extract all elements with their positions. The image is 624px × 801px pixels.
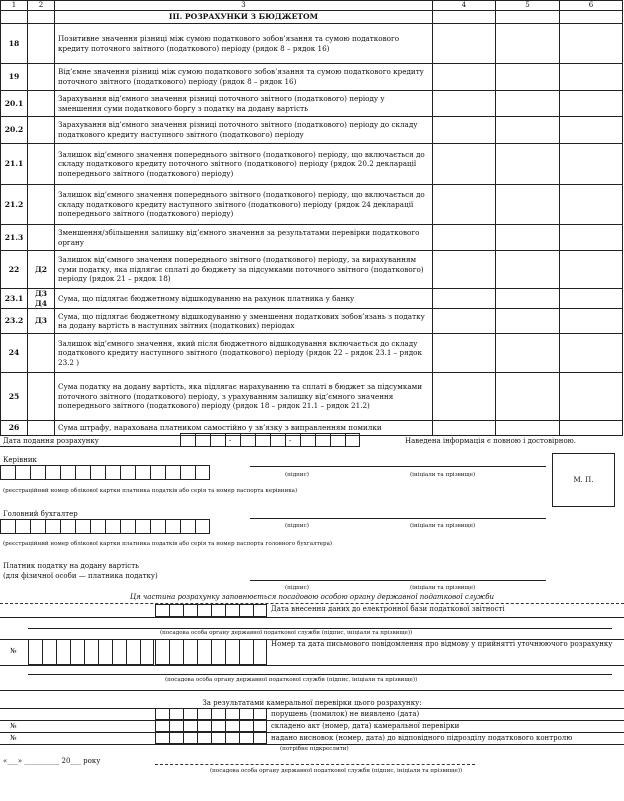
section-title-row (1, 11, 623, 24)
value-cell[interactable] (560, 144, 623, 185)
table-row (1, 24, 623, 64)
row-number: 21.1 (1, 144, 28, 185)
row-description: Сума штрафу, нарахована платником самостійно у зв’язку з виправленням помилки (55, 421, 433, 436)
row-code (28, 91, 55, 117)
footer-date-line: «___» __________ 20___ року (3, 757, 101, 765)
value-cell[interactable] (496, 64, 560, 91)
value-cell[interactable] (560, 251, 623, 289)
audit-item: надано висновок (номер, дата) до відповідного підрозділу податкового контролю (271, 734, 573, 742)
row-description: Сума, що підлягає бюджетному відшкодуванню на рахунок платника у банку (55, 289, 433, 309)
value-cell[interactable] (560, 373, 623, 421)
row-number: 20.1 (1, 91, 28, 117)
value-cell[interactable] (496, 251, 560, 289)
value-cell[interactable] (560, 24, 623, 64)
value-cell[interactable] (433, 334, 496, 373)
signature-hint: (підпис) (285, 472, 309, 478)
row-code (28, 24, 55, 64)
audit-date-cells-3[interactable] (155, 732, 267, 744)
row-description: Зарахування від’ємного значення різниці поточного звітного (податкового) періоду до складу податкового кредиту наступного звітного (податкового) періоду (55, 117, 433, 144)
row-code (28, 334, 55, 373)
table-row (1, 64, 623, 91)
row-description: Зменшення/збільшення залишку від’ємного значення за результатами перевірки податкового органу (55, 225, 433, 251)
row-number: 23.2 (1, 309, 28, 334)
value-cell[interactable] (496, 289, 560, 309)
value-cell[interactable] (433, 144, 496, 185)
row-number: 21.2 (1, 185, 28, 225)
col-header-4: 4 (433, 1, 496, 11)
row-description: Сума податку на додану вартість, яка підлягає нарахуванню та сплаті в бюджет за підсумками поточного звітного (податкового) періоду, з урахуванням залишку від’ємного значення попереднього звітного (податкового) періоду (рядок 18 – рядок 21.1 – рядок 21.2) (55, 373, 433, 421)
initials-hint: (ініціали та прізвище) (410, 523, 476, 529)
value-cell[interactable] (560, 117, 623, 144)
row-number: 19 (1, 64, 28, 91)
row-description: Залишок від’ємного значення попереднього звітного (податкового) періоду, за вирахуванням суми податку, яка підлягає сплаті до бюджету за підсумками поточного звітного (податкового) періоду (рядок 21 – рядок 18) (55, 251, 433, 289)
value-cell[interactable] (433, 64, 496, 91)
initials-hint: (ініціали та прізвище) (410, 585, 476, 591)
entry-date-cells[interactable] (155, 604, 267, 617)
official-hint-3: (посадова особа органу державної податкової служби (підпис, ініціали та прізвище)) (210, 768, 463, 774)
row-code (28, 144, 55, 185)
table-row (1, 185, 623, 225)
accountant-id-cells[interactable] (0, 519, 210, 534)
signature-hint: (підпис) (285, 585, 309, 591)
value-cell[interactable] (496, 24, 560, 64)
accountant-reg-hint: (реєстраційний номер облікової картки платника податків або серія та номер паспорта головного бухгалтера) (3, 541, 333, 547)
table-row (1, 289, 623, 309)
date-separator: - (229, 437, 232, 445)
refusal-number-cells[interactable] (28, 639, 154, 665)
value-cell[interactable] (496, 185, 560, 225)
number-label: № (10, 734, 17, 742)
value-cell[interactable] (433, 309, 496, 334)
row-number: 20.2 (1, 117, 28, 144)
date-separator: - (289, 437, 292, 445)
date-label: Дата подання розрахунку (3, 437, 99, 445)
row-description: Залишок від’ємного значення, який після бюджетного відшкодування включається до складу податкового кредиту наступного звітного (податкового) періоду (рядок 22 – рядок 23.1 – рядок 23.2 ) (55, 334, 433, 373)
official-hint: (посадова особа органу державної податкової служби (підпис, ініціали та прізвище)) (160, 630, 413, 636)
value-cell[interactable] (496, 117, 560, 144)
row-code (28, 225, 55, 251)
row-description: Позитивне значення різниці між сумою податкового зобов’язання та сумою податкового кредиту поточного звітного (податкового) періоду (рядок 8 – рядок 16) (55, 24, 433, 64)
row-code (28, 185, 55, 225)
section-title: III. РОЗРАХУНКИ З БЮДЖЕТОМ (55, 11, 433, 24)
table-row (1, 144, 623, 185)
table-row (1, 91, 623, 117)
row-code (28, 421, 55, 436)
value-cell[interactable] (433, 373, 496, 421)
audit-item: складено акт (номер, дата) камеральної перевірки (271, 722, 460, 730)
row-number: 25 (1, 373, 28, 421)
row-code (28, 373, 55, 421)
accountant-label: Головний бухгалтер (3, 510, 78, 518)
value-cell[interactable] (433, 251, 496, 289)
value-cell[interactable] (433, 185, 496, 225)
value-cell[interactable] (496, 91, 560, 117)
value-cell[interactable] (433, 117, 496, 144)
value-cell[interactable] (496, 421, 560, 436)
column-header-row (1, 1, 623, 11)
table-row (1, 334, 623, 373)
row-description: Від’ємне значення різниці між сумою податкового зобов’язання та сумою податкового кредиту поточного звітного (податкового) періоду (рядок 8 – рядок 16) (55, 64, 433, 91)
value-cell[interactable] (560, 421, 623, 436)
value-cell[interactable] (496, 309, 560, 334)
value-cell[interactable] (560, 225, 623, 251)
row-description: Зарахування від’ємного значення різниці поточного звітного (податкового) періоду у зменшення суми податкового боргу з податку на додану вартість (55, 91, 433, 117)
table-row (1, 309, 623, 334)
col-header-5: 5 (496, 1, 560, 11)
table-row (1, 225, 623, 251)
stamp-label: М. П. (573, 476, 594, 484)
row-code (28, 64, 55, 91)
initials-hint: (ініціали та прізвище) (410, 472, 476, 478)
signature-hint: (підпис) (285, 523, 309, 529)
col-header-1: 1 (1, 1, 28, 11)
director-label: Керівник (3, 456, 37, 464)
stamp-box (552, 453, 615, 507)
audit-date-cells-1[interactable] (155, 708, 267, 720)
row-number: 21.3 (1, 225, 28, 251)
value-cell[interactable] (560, 309, 623, 334)
director-id-cells[interactable] (0, 465, 210, 480)
value-cell[interactable] (560, 334, 623, 373)
audit-item: порушень (помилок) не виявлено (дата) (271, 710, 420, 718)
value-cell[interactable] (560, 64, 623, 91)
number-label: № (10, 647, 17, 655)
date-input-cells[interactable] (180, 433, 360, 447)
value-cell[interactable] (433, 91, 496, 117)
value-cell[interactable] (560, 91, 623, 117)
row-code: Д3 (28, 309, 55, 334)
payer-sublabel: (для фізичної особи — платника податку) (3, 572, 158, 580)
official-section-title: Ця частина розрахунку заповнюється посадовою особою органу державної податкової служби (129, 593, 495, 601)
value-cell[interactable] (496, 144, 560, 185)
table-row (1, 251, 623, 289)
table-row (1, 373, 623, 421)
col-header-3: 3 (55, 1, 433, 11)
payer-label: Платник податку на додану вартість (3, 562, 139, 570)
confirmation-text: Наведена інформація є повною і достовірною. (405, 437, 576, 445)
row-code: Д3 Д4 (28, 289, 55, 309)
value-cell[interactable] (496, 334, 560, 373)
table-row (1, 117, 623, 144)
director-reg-hint: (реєстраційний номер облікової картки платника податків або серія та номер паспорта керівника) (3, 488, 298, 494)
official-hint-2: (посадова особа органу державної податкової служби (підпис, ініціали та прізвище)) (165, 677, 418, 683)
audit-date-cells-2[interactable] (155, 720, 267, 732)
row-number: 26 (1, 421, 28, 436)
row-number: 22 (1, 251, 28, 289)
refusal-date-cells[interactable] (155, 639, 267, 665)
row-number: 24 (1, 334, 28, 373)
audit-title: За результатами камеральної перевірки цього розрахунку: (202, 699, 422, 707)
value-cell[interactable] (433, 421, 496, 436)
value-cell[interactable] (496, 225, 560, 251)
row-description: Залишок від’ємного значення попереднього звітного (податкового) періоду, що включається до складу податкового кредиту наступного звітного (податкового) періоду (рядок 24 декларації попереднього звітного (податкового) періоду) (55, 185, 433, 225)
number-label: № (10, 722, 17, 730)
refusal-label: Номер та дата письмового повідомлення про відмову у прийнятті уточнюючого розрахунку (271, 640, 613, 648)
value-cell[interactable] (433, 225, 496, 251)
value-cell[interactable] (433, 289, 496, 309)
row-code (28, 117, 55, 144)
row-description: Залишок від’ємного значення попереднього звітного (податкового) періоду, що включається до складу податкового кредиту поточного звітного (податкового) періоду (рядок 20.2 декларації попереднього звітного (податкового) періоду) (55, 144, 433, 185)
col-header-6: 6 (560, 1, 623, 11)
col-header-2: 2 (28, 1, 55, 11)
value-cell[interactable] (496, 373, 560, 421)
value-cell[interactable] (560, 289, 623, 309)
row-code: Д2 (28, 251, 55, 289)
value-cell[interactable] (560, 185, 623, 225)
value-cell[interactable] (433, 24, 496, 64)
entry-date-label: Дата внесення даних до електронної бази податкової звітності (271, 605, 505, 613)
row-number: 18 (1, 24, 28, 64)
row-number: 23.1 (1, 289, 28, 309)
underline-hint: (потрібне підкреслити) (280, 746, 349, 752)
row-description: Сума, що підлягає бюджетному відшкодуванню у зменшення податкових зобов’язань з податку на додану вартість в наступних звітних (податкових) періодах (55, 309, 433, 334)
